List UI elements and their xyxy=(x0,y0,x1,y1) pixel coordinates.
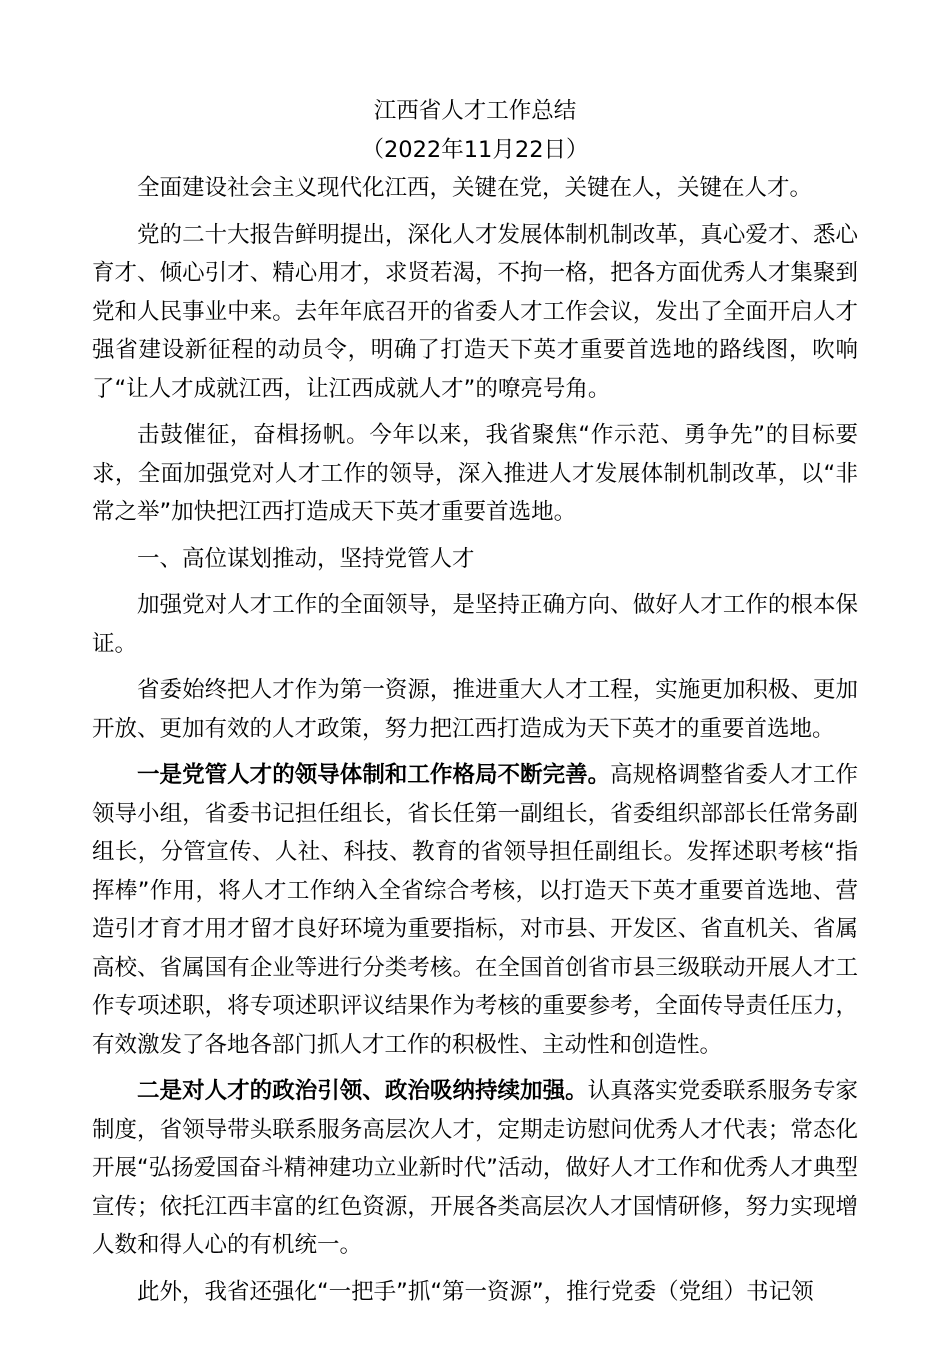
paragraph-text: 加强党对人才工作的全面领导，是坚持正确方向、做好人才工作的根本保证。 xyxy=(92,592,858,657)
paragraph-9 xyxy=(92,1273,858,1312)
paragraph-text: 省委始终把人才作为第一资源，推进重大人才工程，实施更加积极、更加开放、更加有效的人才政策，努力把江西打造成为天下英才的重要首选地。 xyxy=(92,677,858,742)
section-heading-1 xyxy=(92,540,858,579)
document-date: （2022年11月22日） xyxy=(361,136,589,163)
paragraph-8 xyxy=(92,1072,858,1265)
document-title: 江西省人才工作总结 xyxy=(373,98,577,124)
paragraph-text: 认真落实党委联系服务专家制度，省领导带头联系服务高层次人才，定期走访慰问优秀人才代表；常态化开展“弘扬爱国奋斗精神建功立业新时代”活动，做好人才工作和优秀人才典型宣传；依托江西丰富的红色资源，开展各类高层次人才国情研修，努力实现增人数和得人心的有机统一。 xyxy=(92,1078,858,1258)
paragraph-2 xyxy=(92,216,858,409)
section-heading-text: 一、高位谋划推动，坚持党管人才 xyxy=(137,545,475,572)
paragraph-text: 击鼓催征，奋楫扬帆。今年以来，我省聚焦“作示范、勇争先”的目标要求，全面加强党对人才工作的领导，深入推进人才发展体制机制改革，以“非常之举”加快把江西打造成天下英才重要首选地。 xyxy=(92,422,858,525)
paragraph-text: 高规格调整省委人才工作领导小组，省委书记担任组长，省长任第一副组长，省委组织部部长任常务副组长，分管宣传、人社、科技、教育的省领导担任副组长。发挥述职考核“指挥棒”作用，将人才工作纳入全省综合考核，以打造天下英才重要首选地、营造引才育才用才留才良好环境为重要指标，对市县、开发区、省直机关、省属高校、省属国有企业等进行分类考核。在全国首创省市县三级联动开展人才工作专项述职，将专项述职评议结果作为考核的重要参考，全面传导责任压力，有效激发了各地各部门抓人才工作的积极性、主动性和创造性。 xyxy=(92,762,858,1058)
paragraph-6 xyxy=(92,671,858,748)
paragraph-lead: 二是对人才的政治引领、政治吸纳持续加强。 xyxy=(137,1078,588,1104)
paragraph-5 xyxy=(92,586,858,663)
paragraph-1 xyxy=(92,169,858,208)
paragraph-lead: 一是党管人才的领导体制和工作格局不断完善。 xyxy=(137,762,611,788)
paragraph-text: 全面建设社会主义现代化江西，关键在党，关键在人，关键在人才。 xyxy=(137,175,813,201)
paragraph-7 xyxy=(92,756,858,1064)
paragraph-text: 此外，我省还强化“一把手”抓“第一资源”，推行党委（党组）书记领 xyxy=(137,1278,814,1305)
paragraph-text: 党的二十大报告鲜明提出，深化人才发展体制机制改革，真心爱才、悉心育才、倾心引才、精心用才，求贤若渴，不拘一格，把各方面优秀人才集聚到党和人民事业中来。去年年底召开的省委人才工作会议，发出了全面开启人才强省建设新征程的动员令，明确了打造天下英才重要首选地的路线图，吹响了“让人才成就江西，让江西成就人才”的嘹亮号角。 xyxy=(92,221,858,402)
paragraph-3 xyxy=(92,416,858,532)
